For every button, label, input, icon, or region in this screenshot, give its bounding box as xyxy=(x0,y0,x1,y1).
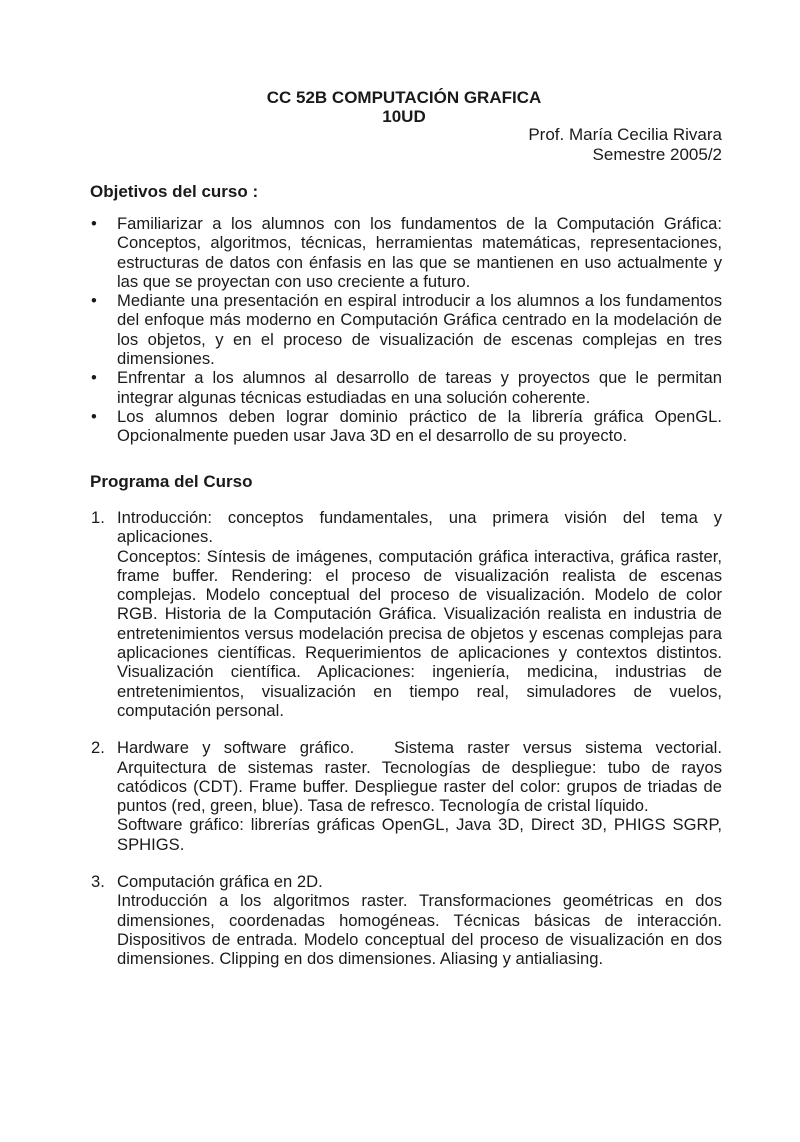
professor-name: Prof. María Cecilia Rivara xyxy=(528,125,722,144)
program-item-text xyxy=(117,738,722,815)
program-item-body: Sistema raster versus sistema vectorial. Arquitectura de sistemas raster. Tecnologías de despliegue: tubo de rayos catódicos (CDT). Frame buffer. Despliegue raster del color: grupos de triadas de puntos (red, green, blue). Tasa de refresco. Tecnología de cristal líquido. xyxy=(117,738,722,816)
objective-item xyxy=(91,368,722,407)
program-item-number: 3. xyxy=(91,872,105,892)
program-item-body: Conceptos: Síntesis de imágenes, computación gráfica interactiva, gráfica raster, frame buffer. Rendering: el proceso de visualización realista de escenas complejas. Modelo conceptual del proceso de visualización. Modelo de color RGB. Historia de la Computación Gráfica. Visualización realista en industria de entretenimientos versus modelación precisa de objetos y escenas complejas para aplicaciones científicas. Requerimientos de aplicaciones y contextos distintos. Visualización científica. Aplicaciones: ingeniería, medicina, industrias de entretenimientos, visualización en tiempo real, simuladores de vuelos, computación personal. xyxy=(117,546,722,720)
program-item-number: 1. xyxy=(91,508,105,527)
objectives-list xyxy=(91,214,722,446)
program-heading: Programa del Curso xyxy=(90,472,253,491)
objective-item xyxy=(91,291,722,369)
program-item-title: Computación gráfica en 2D. xyxy=(117,872,323,892)
objective-text: Enfrentar a los alumnos al desarrollo de tareas y proyectos que le permitan integrar algunas técnicas estudiadas en una solución coherente. xyxy=(117,368,722,407)
objective-text: Mediante una presentación en espiral introducir a los alumnos a los fundamentos del enfoque más moderno en Computación Gráfica centrado en la modelación de los objetos, y en el proceso de visualización de escenas complejas en tres dimensiones. xyxy=(117,291,722,369)
objective-text: Los alumnos deben lograr dominio práctico de la librería gráfica OpenGL. Opcionalmente pueden usar Java 3D en el desarrollo de su proyecto. xyxy=(117,406,722,446)
program-item-title: Introducción: conceptos fundamentales, una primera visión del tema y aplicaciones. xyxy=(117,508,722,547)
program-item xyxy=(91,738,722,854)
semester-label: Semestre 2005/2 xyxy=(592,145,722,164)
bullet-icon: • xyxy=(91,406,97,426)
course-units: 10UD xyxy=(382,107,426,126)
objectives-heading: Objetivos del curso : xyxy=(90,182,259,201)
bullet-icon: • xyxy=(91,368,97,388)
program-item-body: Introducción a los algoritmos raster. Transformaciones geométricas en dos dimensiones, coordenadas homogéneas. Técnicas básicas de interacción. Dispositivos de entrada. Modelo conceptual del proceso de visualización en dos dimensiones. Clipping en dos dimensiones. Aliasing y antialiasing. xyxy=(117,891,722,969)
program-item-extra: Software gráfico: librerías gráficas OpenGL, Java 3D, Direct 3D, PHIGS SGRP, SPHIGS. xyxy=(117,815,722,854)
bullet-icon: • xyxy=(91,291,97,311)
program-item-title: Hardware y software gráfico. xyxy=(117,738,355,758)
bullet-icon: • xyxy=(91,214,97,233)
program-item xyxy=(91,872,722,969)
objective-item xyxy=(91,406,722,446)
course-title: CC 52B COMPUTACIÓN GRAFICA xyxy=(266,88,542,107)
program-item-number: 2. xyxy=(91,738,105,758)
objective-text: Familiarizar a los alumnos con los fundamentos de la Computación Gráfica: Conceptos, algoritmos, técnicas, herramientas matemáticas, representaciones, estructuras de datos con énfasis en las que se mantienen en uso actualmente y las que se proyectan con uso creciente a futuro. xyxy=(117,214,722,291)
objective-item xyxy=(91,214,722,291)
program-list xyxy=(91,508,722,987)
program-item xyxy=(91,508,722,720)
